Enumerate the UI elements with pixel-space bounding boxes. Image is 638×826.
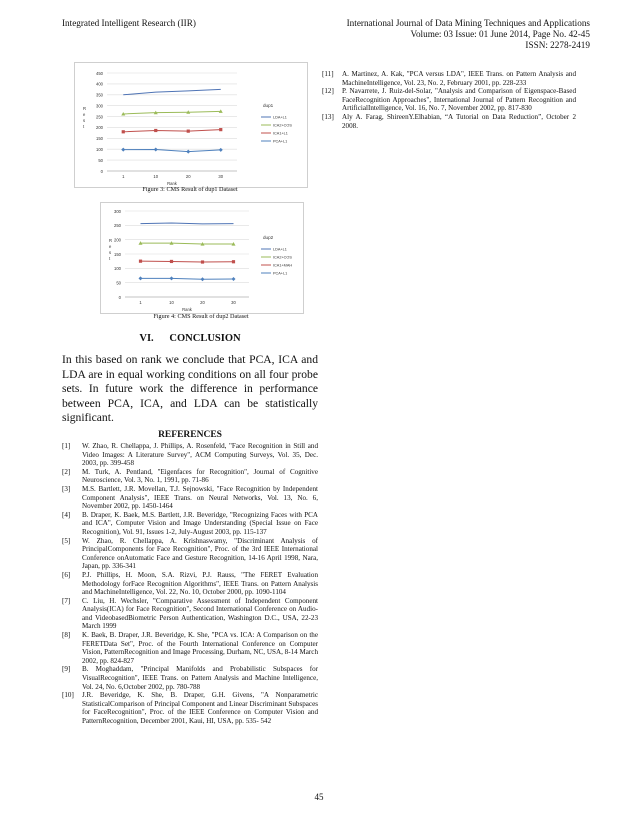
reference-text: B. Moghaddam, "Principal Manifolds and Probabilistic Subspaces for VisualRecognition", IEEE Trans. on Pattern Analysis and Machine Intelligence, Vol. 24, No. 6,October 2002, pp. 780-788 [82, 665, 318, 691]
reference-number: [1] [62, 442, 71, 450]
reference-text: W. Zhao, R. Chellappa, A. Krishnaswamy, "Discriminant Analysis of PrincipalComponents for Face Recognition", Proc. of the 3rd IEEE International Conference onAutomatic Face and Gesture Recognition, 14-16 April 1998, Nara, Japan, pp. 336-341 [82, 536, 318, 571]
series-line [123, 149, 221, 151]
data-point [139, 276, 143, 280]
x-tick-label: 10 [169, 300, 174, 305]
y-tick-label: 50 [116, 280, 121, 286]
y-tick-label: 200 [114, 237, 121, 243]
reference-text: W. Zhao, R. Chellappa, J. Phillips, A. Rosenfeld, "Face Recognition in Still and Video Images: A Literature Survey", ACM Computing Surveys, Vol. 35, Dec. 2003, pp. 399-458 [82, 442, 318, 468]
reference-number: [12] [322, 87, 334, 96]
series-line [123, 130, 221, 132]
reference-item [322, 87, 576, 113]
series-line [141, 278, 234, 279]
reference-item [62, 597, 318, 631]
series-line [141, 243, 234, 244]
reference-item [62, 468, 318, 485]
y-tick-label: 100 [96, 147, 103, 153]
reference-item [62, 511, 318, 537]
data-point [219, 128, 222, 131]
y-tick-label: 150 [96, 136, 103, 142]
data-point [154, 147, 158, 151]
y-axis-label: R e s t [109, 238, 113, 261]
data-point [187, 130, 190, 133]
references-list-left [62, 442, 318, 726]
figure-4-caption: Figure 4: CMS Result of dup2 Dataset [153, 313, 249, 320]
x-tick-label: 1 [122, 174, 125, 179]
y-tick-label: 0 [100, 168, 103, 174]
y-tick-label: 250 [96, 114, 103, 120]
reference-number: [4] [62, 510, 71, 519]
legend-label: PCA+L1 [273, 139, 288, 144]
journal-volume: Volume: 03 Issue: 01 June 2014, Page No. 42-45 [410, 29, 590, 39]
reference-item [62, 537, 318, 571]
x-tick-label: 30 [218, 174, 224, 179]
data-point [201, 260, 204, 263]
reference-text: K. Baek, B. Draper, J.R. Beveridge, K. She, "PCA vs. ICA: A Comparison on the FERETData Set", Proc. of the Fourth International Conference on Computer Vision, PatternRecognition and Image Processing, Durham, NC, USA, 8-14 March 2002, pp. 824-827 [82, 631, 318, 665]
reference-text: P.J. Phillips, H. Moon, S.A. Rizvi, P.J. Rauss, "The FERET Evaluation Methodology forFace Recognition Algorithms", IEEE Trans. on Pattern Analysis and MachineIntelligence, Vol. 22, No. 10, October 2000, pp. 1090-1104 [82, 570, 318, 597]
reference-number: [13] [322, 112, 334, 121]
y-tick-label: 450 [96, 70, 103, 76]
reference-number: [2] [62, 467, 71, 476]
reference-item [62, 631, 318, 665]
reference-text: P. Navarrete, J. Ruiz-del-Solar, "Analysis and Comparison of Eigenspace-Based FaceRecognition Approaches", International Journal of Pattern Recognition and ArtificialIntelligence, Vol. 16, No. 7, November 2002, pp. 817-830 [342, 87, 576, 113]
reference-number: [7] [62, 596, 71, 605]
references-heading: REFERENCES [158, 430, 222, 440]
data-point [232, 277, 236, 281]
reference-item [322, 113, 576, 130]
reference-text: M. Turk, A. Pentland, "Eigenfaces for Recognition", Journal of Cognitive Neuroscience, Vol. 3, No. 1, 1991, pp. 71-86 [82, 467, 318, 485]
reference-number: [6] [62, 570, 71, 579]
reference-number: [11] [322, 70, 334, 78]
reference-item [322, 70, 576, 87]
y-tick-label: 50 [98, 157, 103, 163]
reference-number: [10] [62, 691, 74, 700]
reference-number: [9] [62, 665, 71, 674]
journal-title: International Journal of Data Mining Techniques and Applications [346, 18, 590, 28]
legend-label: ICA1+L1 [273, 131, 288, 136]
journal-info [290, 18, 590, 51]
reference-number: [3] [62, 484, 71, 493]
data-point [170, 260, 173, 263]
y-tick-label: 150 [114, 251, 121, 257]
legend-label: LDA+L1 [273, 247, 287, 252]
dup1-chart-svg [75, 63, 307, 187]
data-point [170, 276, 174, 280]
reference-text: J.R. Beveridge, K. She, B. Draper, G.H. Givens, "A Nonparametric StatisticalComparison of Principal Component and Linear Discriminant Subspaces for FaceRecognition", Proc. of the IEEE Conference on Computer Vision and PatternRecognition, December 2001, Kaui, HI, USA, pp. 535- 542 [82, 691, 318, 725]
reference-text: B. Draper, K. Baek, M.S. Bartlett, J.R. Beveridge, "Recognizing Faces with PCA and ICA", Computer Vision and Image Understanding (Special Issue on Face Recognition), Vol. 91, Issues 1-2, July-August 2003, pp. 115-137 [82, 510, 318, 536]
reference-number: [8] [62, 631, 71, 640]
reference-item [62, 442, 318, 468]
legend-label: ICA2+COS [273, 123, 292, 128]
y-tick-label: 300 [114, 208, 121, 214]
reference-text: M.S. Bartlett, J.R. Movellan, T.J. Sejnowski, "Face Recognition by Independent Component Analysis", IEEE Trans. on Neural Networks, Vol. 13, No. 6, November 2002, pp. 1450-1464 [82, 484, 318, 511]
reference-item [62, 665, 318, 691]
data-point [122, 130, 125, 133]
series-line [141, 223, 234, 224]
x-tick-label: 20 [200, 300, 205, 305]
page-number: 45 [314, 792, 324, 802]
data-point [186, 150, 190, 154]
y-tick-label: 0 [118, 294, 121, 300]
x-tick-label: 10 [153, 174, 159, 179]
reference-item [62, 691, 318, 725]
conclusion-heading: VI. CONCLUSION [139, 333, 241, 344]
x-tick-label: 30 [231, 300, 236, 305]
y-tick-label: 400 [96, 81, 103, 87]
x-axis-label: Rank [182, 307, 192, 312]
legend-label: ICA2+COS [273, 255, 292, 260]
dup1-chart [74, 62, 308, 188]
legend-label: ICA1+MAH [273, 263, 293, 268]
y-tick-label: 250 [114, 223, 121, 229]
data-point [139, 260, 142, 263]
chart-title: dup2 [263, 235, 274, 240]
journal-issn: ISSN: 2278-2419 [525, 40, 590, 50]
journal-publisher: Integrated Intelligent Research (IIR) [62, 18, 196, 28]
chart-title: dup1 [263, 103, 274, 108]
reference-text: Aly A. Farag, ShireenY.Elhabian, “A Tutorial on Data Reduction”, October 2 2008. [342, 112, 576, 130]
x-axis-label: Rank [167, 181, 177, 186]
reference-text: C. Liu, H. Wechsler, "Comparative Assessment of Independent Component Analysis(ICA) for Face Recognition", Second International Conference on Audio- and VideobasedBiometric Person Authentication, Washington D.C., USA, 22-23 March 1999 [82, 596, 318, 631]
dup2-chart-svg [101, 203, 303, 313]
reference-item [62, 485, 318, 511]
x-tick-label: 20 [185, 174, 191, 179]
y-tick-label: 300 [96, 103, 103, 109]
x-tick-label: 1 [139, 300, 142, 305]
series-line [123, 89, 221, 94]
series-line [141, 261, 234, 262]
conclusion-text: In this based on rank we conclude that PCA, ICA and LDA are in equal working conditions on all four probe sets. In future work the difference in performance between PCA, ICA, and LDA can be statistically significant. [62, 353, 318, 425]
references-list-right [322, 70, 576, 130]
data-point [121, 148, 125, 152]
legend-label: PCA+L1 [273, 271, 288, 276]
reference-number: [5] [62, 536, 71, 545]
legend-label: LDA+L1 [273, 115, 287, 120]
reference-item [62, 571, 318, 597]
data-point [232, 260, 235, 263]
reference-text: A. Martinez, A. Kak, "PCA versus LDA", IEEE Trans. on Pattern Analysis and MachineIntelligence, Vol. 23, No. 2, February 2001, pp. 228-233 [342, 70, 576, 87]
figure-3-caption: Figure 3: CMS Result of dup1 Dataset [142, 186, 238, 193]
y-tick-label: 100 [114, 266, 121, 272]
data-point [219, 148, 223, 152]
series-line [123, 111, 221, 114]
y-tick-label: 350 [96, 92, 103, 98]
data-point [201, 277, 205, 281]
y-axis-label: R e s t [83, 106, 87, 129]
dup2-chart [100, 202, 304, 314]
y-tick-label: 200 [96, 125, 103, 131]
data-point [154, 129, 157, 132]
